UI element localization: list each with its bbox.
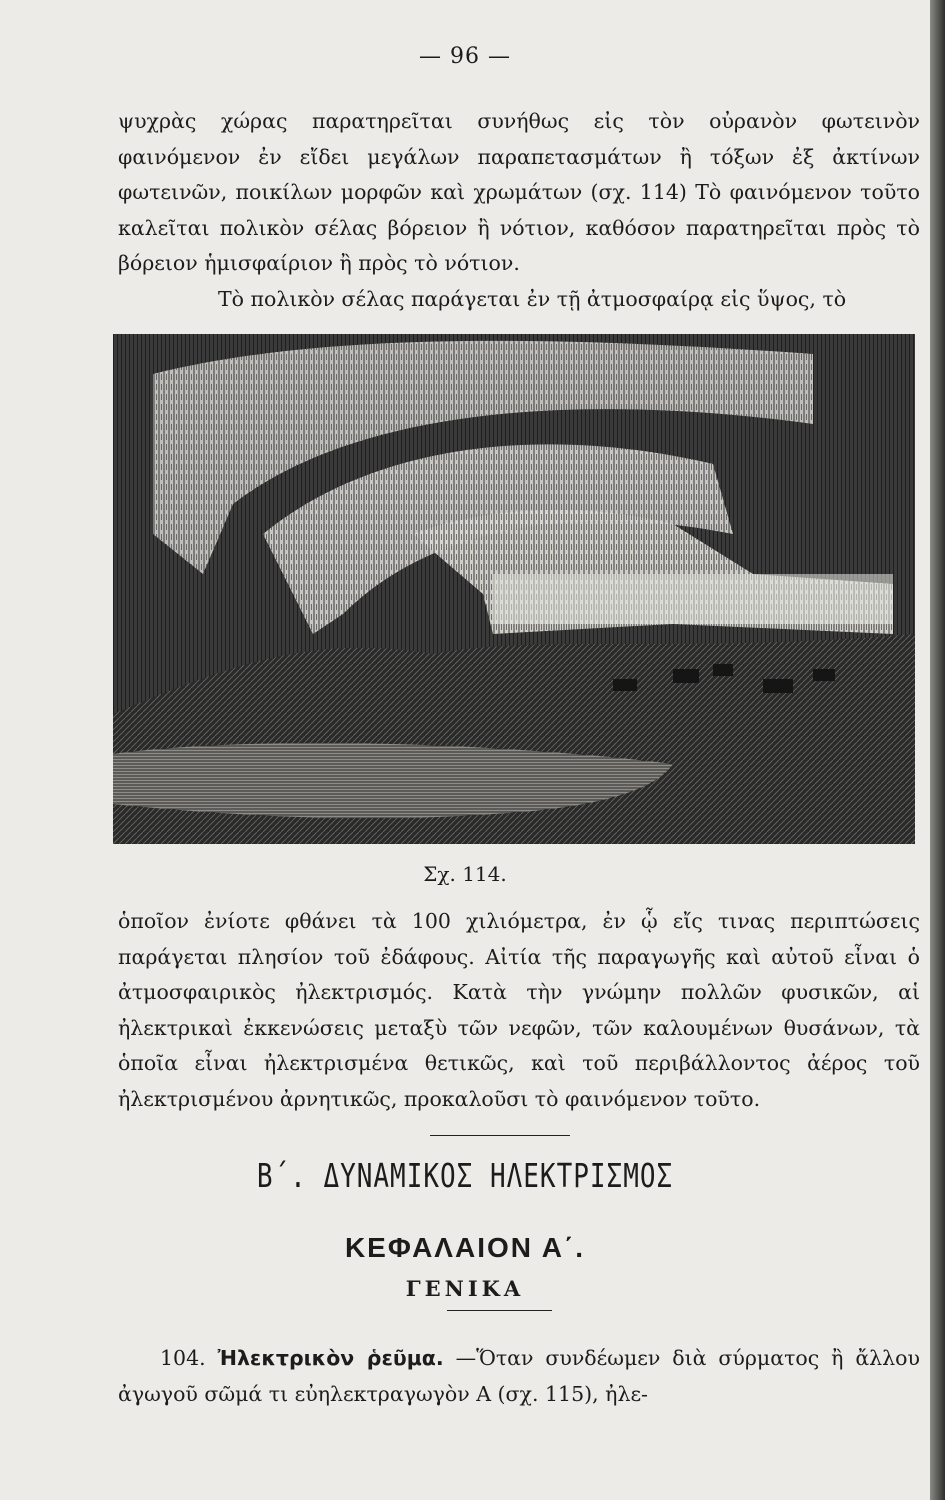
figure-caption: Σχ. 114. [423,862,507,886]
paragraph-aurora-cause: ὁποῖον ἐνίοτε φθάνει τὰ 100 χιλιόμετρα, ἐν ᾧ εἴς τινας περιπτώσεις παράγεται πλησίον τοῦ ἐδάφους. Αἰτία τῆς παραγωγῆς καὶ αὐτοῦ εἶναι ὁ ἀτμοσφαιρικὸς ἠλεκτρισμός. Κατὰ τὴν γνώμην πολλῶν φυσικῶν, αἱ ἠλεκτρικαὶ ἐκκενώσεις μεταξὺ τῶν νεφῶν, τῶν καλουμένων θυσάνων, τὰ ὁποῖα εἶναι ἠλεκτρισμένα θετικῶς, καὶ τοῦ περιβάλλοντος ἀέρος τοῦ ἠλεκτρισμένου ἀρνητικῶς, προκαλοῦσι τὸ φαινόμενον τοῦτο. [118,909,920,1111]
paragraph-electric-current [118,1341,920,1412]
chapter-title: ΚΕΦΑΛΑΙΟΝ Α΄. [344,1232,586,1263]
paragraph-aurora-description: ψυχρὰς χώρας παρατηρεῖται συνήθως εἰς τὸν οὐρανὸν φωτεινὸν φαινόμενον ἐν εἴδει μεγάλων παραπετασμάτων ἢ τόξων ἐξ ἀκτίνων φωτεινῶν, ποικίλων μορφῶν καὶ χρωμάτων (σχ. 114) Τὸ φαινόμενον τοῦτο καλεῖται πολικὸν σέλας βόρειον ἢ νότιον, καθόσον παρατηρεῖται πρὸς τὸ βόρειον ἡμισφαίριον ἢ πρὸς τὸ νότιον. [118,109,920,275]
aurora-illustration [113,334,915,844]
chapter-subtitle: ΓΕΝΙΚΑ [405,1276,525,1301]
section-divider-top [430,1135,570,1136]
section-title: Β΄. ΔΥΝΑΜΙΚΟΣ ΗΛΕΚΤΡΙΣΜΟΣ [256,1158,674,1196]
text-block-top [118,104,920,317]
book-gutter-edge [930,0,945,1500]
term-electric-current: Ἠλεκτρικὸν ῥεῦμα. [217,1346,444,1370]
horizon-glow [493,574,893,624]
paragraph-electric-current-text: —Ὅταν συνδέωμεν διὰ σύρματος ἢ ἄλλου ἀγωγοῦ σῶμά τι εὐηλεκτραγωγὸν Α (σχ. 115), ἠλε- [118,1346,920,1406]
section-divider-bottom [447,1310,552,1311]
paragraph-aurora-height-start: Τὸ πολικὸν σέλας παράγεται ἐν τῇ ἀτμοσφαίρᾳ εἰς ὕψος, τὸ [218,286,847,311]
paragraph-number: 104. [160,1346,206,1370]
page-number: — 96 — [419,44,511,69]
